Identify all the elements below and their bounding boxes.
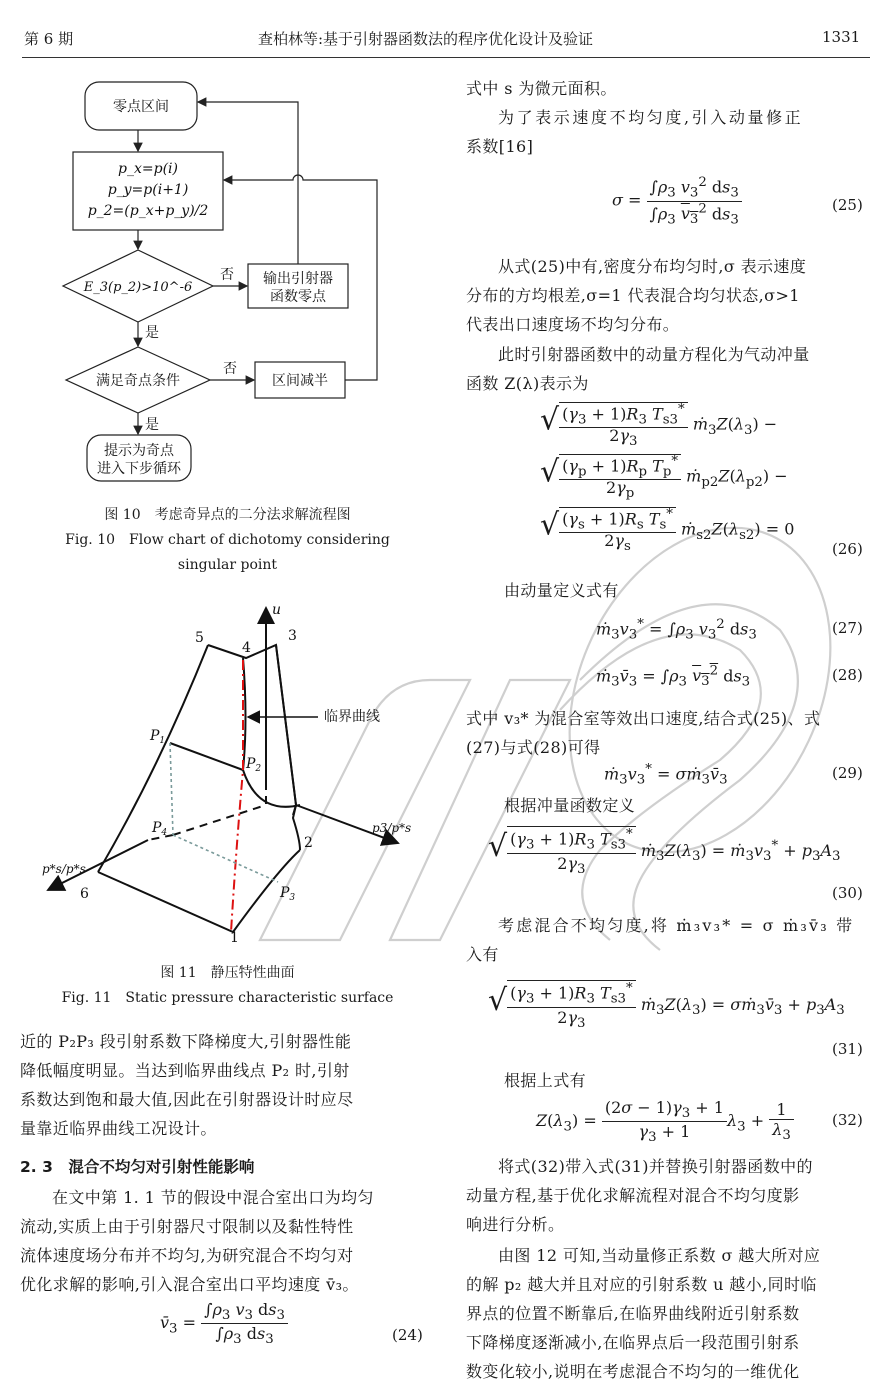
fig10-caption-en-2: singular point (177, 557, 278, 573)
right-intro: 式中 s 为微元面积。 为了表示速度不均匀度,引入动量修正 系数[16] (466, 79, 804, 156)
right-paragraph-8: 考虑混合不均匀度,将 ṁ₃v₃* = σ ṁ₃v̄₃ 带 入有 (466, 916, 855, 964)
equation-31: √ $\frac{(\gamma_3 + 1)R_3 T_{s3}^*}{2\gamma_3}$ $ṁ_3Z(\lambda_3)$ = $\sigma ṁ_3v̄_3 + p_3A_3$ (488, 981, 845, 1031)
svg-text:P1: $P_1$ (150, 728, 166, 746)
point-4: 4 (242, 640, 251, 656)
right-paragraph-7: 根据冲量函数定义 (504, 796, 636, 815)
axis-right-label: p3/p*s (372, 821, 412, 835)
section-heading-2-3: 2. 3 混合不均匀对引射性能影响 (20, 1158, 255, 1176)
point-P1: P (150, 728, 160, 744)
equation-24: $v̄_3$ = $\frac{\int\rho_3 v_3 ds_3}{\int\rho_3 ds_3}$ (160, 1300, 288, 1347)
eq-number-26: (26) (832, 540, 863, 558)
label-px: p_x=p(i) (118, 161, 178, 177)
svg-text:P3: $P_3$ (280, 885, 296, 903)
point-P3: P (280, 885, 290, 901)
fig11-caption-cn: 图 11 静压特性曲面 (160, 965, 295, 981)
eq-number-25: (25) (832, 196, 863, 214)
left-paragraph-1: 近的 P₂P₃ 段引射系数下降梯度大,引射器性能 降低幅度明显。当达到临界曲线点 P₂ 时,引射 系数达到饱和最大值,因此在引射器设计时应尽 量靠近临界曲线工况设计。 (20, 1032, 354, 1138)
label-no-1: 否 (220, 267, 234, 283)
label-end-l1: 提示为奇点 (104, 443, 174, 459)
right-paragraph-4: 此时引射器函数中的动量方程化为气动冲量 函数 Z(λ)表示为 (466, 345, 810, 393)
label-output-l2: 函数零点 (270, 289, 326, 305)
right-paragraph-10: 将式(32)带入式(31)并替换引射器函数中的 动量方程,基于优化求解流程对混合不均匀度影 响进行分析。 (466, 1157, 813, 1234)
label-yes-1: 是 (145, 325, 159, 341)
right-paragraph-9: 根据上式有 (504, 1071, 587, 1090)
figure-11-surface (38, 600, 418, 955)
point-P4: P (152, 820, 162, 836)
eq-number-27: (27) (832, 619, 863, 637)
label-p2: p_2=(p_x+p_y)/2 (87, 203, 209, 219)
header-rule (22, 57, 870, 58)
label-end-l2: 进入下步循环 (97, 461, 181, 477)
right-paragraph-3: 从式(25)中有,密度分布均匀时,σ 表示速度 分布的方均根差,σ=1 代表混合均匀状态,σ>1 代表出口速度场不均匀分布。 (466, 257, 807, 334)
label-no-2: 否 (223, 361, 237, 377)
eq-number-32: (32) (832, 1111, 863, 1129)
right-paragraph-11: 由图 12 可知,当动量修正系数 σ 越大所对应 的解 p₂ 越大并且对应的引射系数 u 越小,同时临 界点的位置不断靠后,在临界曲线附近引射系数 下降梯度逐渐减小,在临界点后一段范围引射系 数变化较小,说明在考虑混合不均匀的一维优化 (466, 1246, 821, 1381)
right-paragraph-5: 由动量定义式有 (504, 581, 619, 600)
eq-number-28: (28) (832, 666, 863, 684)
point-3: 3 (288, 628, 297, 644)
equation-30: √ $\frac{(\gamma_3 + 1)R_3 T_{s3}^*}{2\gamma_3}$ $ṁ_3Z(\lambda_3)$ = $ṁ_3v_3^* + p_3A_3$ (488, 827, 841, 877)
point-6: 6 (80, 886, 89, 902)
point-1: 1 (230, 930, 239, 946)
critical-curve-line (231, 660, 243, 932)
critical-curve-label: 临界曲线 (324, 709, 380, 725)
eq-number-30: (30) (832, 884, 863, 902)
issue-number: 第 6 期 (24, 30, 74, 48)
equation-26: √ $\frac{(\gamma_3 + 1)R_3 T_{s3}^*}{2\gamma_3}$ $ṁ_3Z(\lambda_3)$ − √ $\frac{(\gamma_p + 1)R_p T_p^*}{2\gamma_p}$ $ṁ_{p2}Z(\lambda_{p2})$ − √ $\frac{(\gamma_s + 1)R_s T_s^*}{2\gamma_s}$ $ṁ_{s2}Z(\lambda_{s2}) = 0$ (540, 402, 795, 554)
running-title: 查柏林等:基于引射器函数法的程序优化设计及验证 (258, 30, 594, 48)
label-halve: 区间减半 (272, 373, 328, 389)
figure-10-flowchart (55, 72, 390, 492)
eq-number-24: (24) (392, 1326, 423, 1344)
label-output-l1: 输出引射器 (263, 271, 333, 287)
axis-left-label: p*s/p*s (42, 862, 86, 876)
fig10-caption-en-1: Fig. 10 Flow chart of dichotomy considering (65, 532, 390, 548)
equation-32: $Z(\lambda_3)$ = $\frac{(2\sigma - 1)\gamma_3 + 1}{\gamma_3 + 1}$ $\lambda_3$ + $\frac{1}{\lambda_3}$ (536, 1098, 794, 1145)
label-yes-2: 是 (145, 417, 159, 433)
svg-text:P4: $P_4$ (152, 820, 168, 838)
equation-27: $ṁ_3v_3^* = \int\rho_3$ $v_3^2$ $ds_3$ (596, 617, 757, 643)
fig11-caption-en: Fig. 11 Static pressure characteristic surface (61, 990, 394, 1006)
right-paragraph-6: 式中 v₃* 为混合室等效出口速度,结合式(25)、式 (27)与式(28)可得 (466, 709, 821, 757)
point-2: 2 (304, 835, 313, 851)
left-paragraph-2: 在文中第 1. 1 节的假设中混合室出口为均匀 流动,实质上由于引射器尺寸限制以及黏性特性 流体速度场分布并不均匀,为研究混合不均匀对 优化求解的影响,引入混合室出口平均速度 v̄₃。 (20, 1188, 374, 1294)
page-number: 1331 (822, 28, 861, 46)
equation-29: $ṁ_3v_3^*$ = $\sigma ṁ_3v̄_3$ (604, 762, 728, 788)
fig10-caption-cn: 图 10 考虑奇异点的二分法求解流程图 (104, 507, 351, 523)
label-py: p_y=p(i+1) (107, 182, 189, 198)
equation-25: σ = $\frac{\int\rho_3 v_3^2 ds_3}{\int\rho_3 v_3^2 ds_3}$ (612, 175, 742, 227)
point-5: 5 (195, 630, 204, 646)
axis-u-label: u (272, 602, 282, 618)
equation-28: $ṁ_3v̄_3 = \int\rho_3$ $v_3^2$ $ds_3$ (596, 664, 751, 690)
svg-text:P2: $P_2$ (246, 756, 262, 774)
label-cond2: 满足奇点条件 (96, 373, 180, 389)
point-P2: P (246, 756, 256, 772)
eq-number-31: (31) (832, 1040, 863, 1058)
label-interval: 零点区间 (113, 99, 169, 115)
label-cond1: E_3(p_2)>10^-6 (83, 280, 193, 295)
eq-number-29: (29) (832, 764, 863, 782)
